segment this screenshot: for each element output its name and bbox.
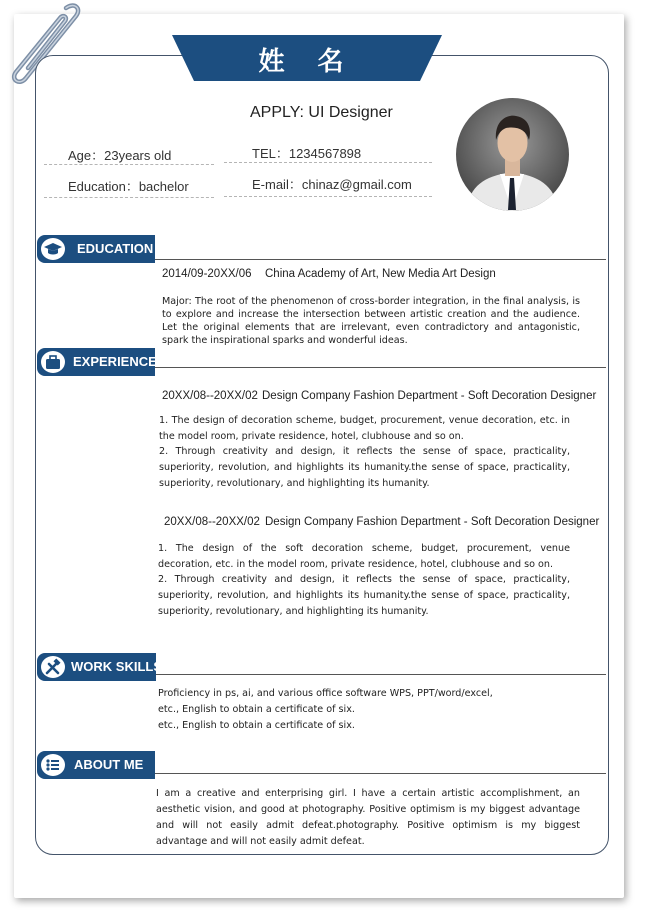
divider <box>44 197 214 198</box>
skill-line: etc., English to obtain a certificate of six. <box>158 720 355 731</box>
skill-line: etc., English to obtain a certificate of six. <box>158 704 355 715</box>
divider <box>224 196 432 197</box>
section-rule <box>155 367 606 368</box>
graduation-cap-icon <box>41 238 65 260</box>
job-description: 1. The design of the soft decoration scheme, budget, procurement, venue decoration, etc. in the model room, private residence, hotel, clubhouse and so on. 2. Through creativity and design, it reflects the sense of space, practicality, superiority, revolution, and highlights its humanity.the sense of space, practicality, superiority, revolutionary, and highlighting its humanity. <box>158 543 570 617</box>
list-icon <box>41 754 65 776</box>
education-school: China Academy of Art, New Media Art Design <box>265 268 496 280</box>
section-title: WORK SKILLS <box>71 659 162 674</box>
email-field: E-mail：chinaz@gmail.com <box>252 177 412 192</box>
divider <box>224 162 432 163</box>
tools-icon <box>41 656 65 678</box>
section-rule <box>155 773 606 774</box>
apply-position: APPLY: UI Designer <box>250 104 393 121</box>
job-period: 20XX/08--20XX/02 <box>162 390 258 402</box>
candidate-name: 姓 名 <box>258 47 356 77</box>
section-title: ABOUT ME <box>74 757 144 772</box>
tel-field: TEL：1234567898 <box>252 146 362 161</box>
name-banner <box>172 35 442 81</box>
section-rule <box>155 259 606 260</box>
job-role: Design Company Fashion Department - Soft Decoration Designer <box>265 516 600 528</box>
briefcase-icon <box>41 351 65 373</box>
section-rule <box>156 674 606 675</box>
job-period: 20XX/08--20XX/02 <box>164 516 260 528</box>
skills-list <box>158 686 518 734</box>
education-period: 2014/09-20XX/06 <box>162 268 252 280</box>
education-field: Education：bachelor <box>68 179 189 194</box>
about-description: I am a creative and enterprising girl. I have a certain artistic accomplishment, an aesthetic vision, and good at photography. Positive optimism is my biggest advantage and will not easily admit defeat.photography. Positive optimism is my biggest advantage and will not easily admit defeat. <box>156 788 580 847</box>
job-role: Design Company Fashion Department - Soft Decoration Designer <box>262 390 597 402</box>
skill-line: Proficiency in ps, ai, and various office software WPS, PPT/word/excel, <box>158 688 493 699</box>
divider <box>44 164 214 165</box>
section-title: EXPERIENCE <box>73 354 157 369</box>
education-description: Major: The root of the phenomenon of cross-border integration, in the final analysis, is to explore and increase the intersection between artistic creation and the audience. Let the original elements that are irrelevant, even contradictory and antagonistic, spark the inspirational sparks and wonderful ideas. <box>162 296 580 346</box>
section-title: EDUCATION <box>77 241 154 256</box>
age-field: Age：23years old <box>68 148 172 163</box>
job-description: 1. The design of decoration scheme, budget, procurement, venue decoration, etc. in the model room, private residence, hotel, clubhouse and so on. 2. Through creativity and design, it reflects the sense of space, practicality, superiority, revolution, and highlights its humanity.the sense of space, practicality, superiority, revolutionary, and highlighting its humanity. <box>159 415 570 489</box>
profile-photo <box>456 98 569 211</box>
